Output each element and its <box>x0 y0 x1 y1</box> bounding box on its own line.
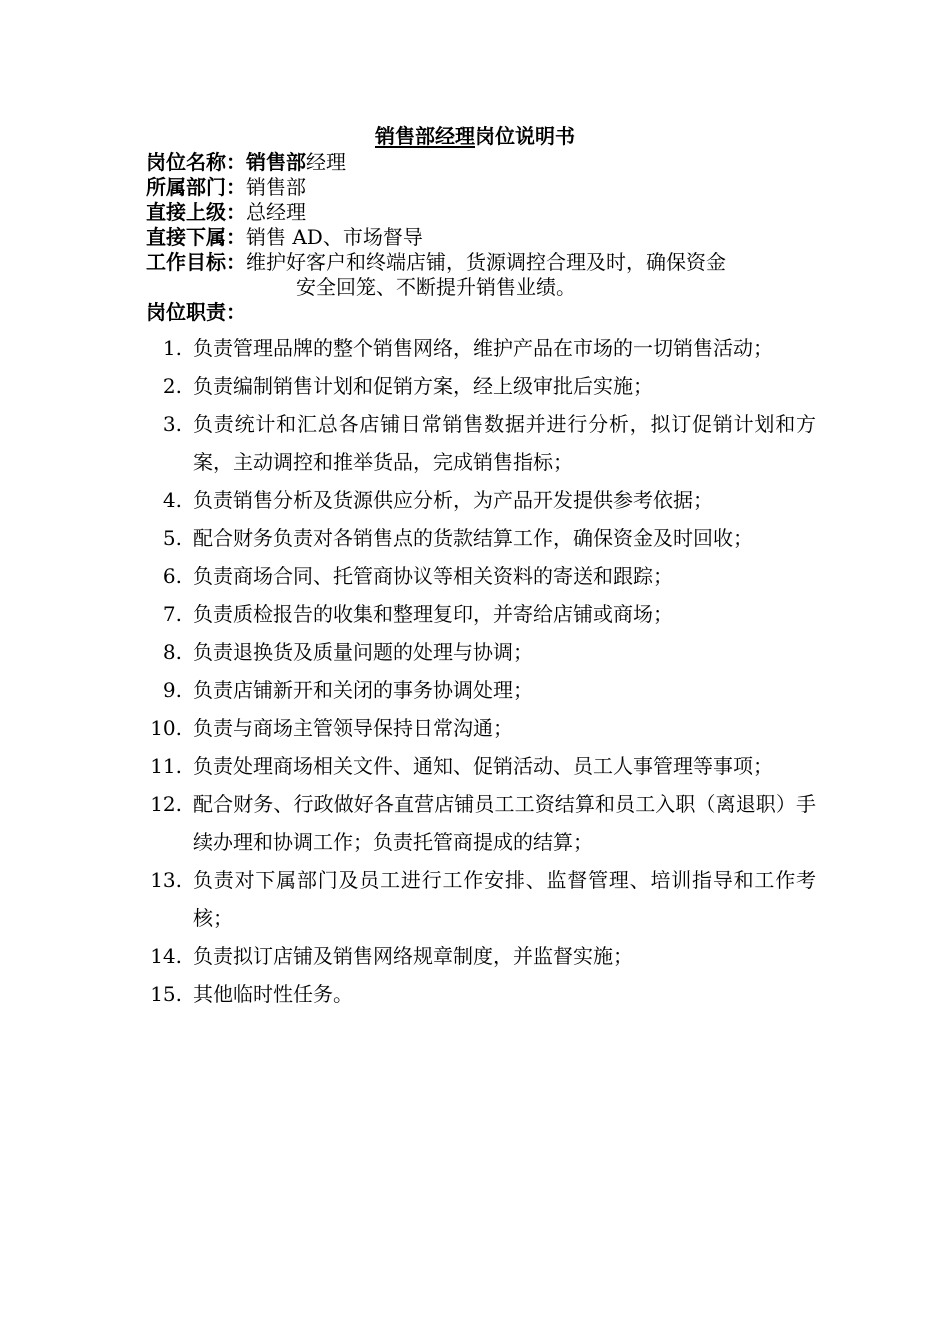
duty-number: 12. <box>150 792 182 816</box>
duty-item <box>146 709 816 747</box>
info-subordinate-label: 直接下属： <box>146 225 246 249</box>
duty-number: 15. <box>150 982 182 1006</box>
duty-item <box>146 329 816 367</box>
duty-text: 负责处理商场相关文件、通知、促销活动、员工人事管理等事项； <box>193 754 773 778</box>
document-title <box>0 122 950 150</box>
duties-list <box>146 329 816 1013</box>
duty-text: 负责商场合同、托管商协议等相关资料的寄送和跟踪； <box>193 564 673 588</box>
info-subordinate-value: 销售 AD、市场督导 <box>246 225 423 249</box>
info-department-value: 销售部 <box>246 175 306 199</box>
duty-item <box>146 747 816 785</box>
info-goal-line2: 安全回笼、不断提升销售业绩。 <box>296 275 576 299</box>
duty-item <box>146 481 816 519</box>
info-position <box>146 150 826 175</box>
duty-number: 4. <box>162 488 182 512</box>
info-superior <box>146 200 826 225</box>
info-goal-line1: 维护好客户和终端店铺，货源调控合理及时，确保资金 <box>246 250 726 274</box>
duty-item <box>146 861 816 937</box>
info-position-label: 岗位名称： <box>146 150 246 174</box>
duty-item <box>146 975 816 1013</box>
duty-text: 负责与商场主管领导保持日常沟通； <box>193 716 513 740</box>
duty-text: 负责管理品牌的整个销售网络，维护产品在市场的一切销售活动； <box>193 336 773 360</box>
duty-number: 6. <box>162 564 182 588</box>
duty-item <box>146 405 816 481</box>
info-position-value: 经理 <box>306 150 346 174</box>
duty-item <box>146 671 816 709</box>
info-position-value-bold: 销售部 <box>246 150 306 174</box>
title-rest: 岗位说明书 <box>475 124 575 148</box>
duty-number: 8. <box>162 640 182 664</box>
duty-item <box>146 367 816 405</box>
duty-number: 13. <box>150 868 182 892</box>
duties-label: 岗位职责： <box>146 300 246 324</box>
duty-text: 负责销售分析及货源供应分析，为产品开发提供参考依据； <box>193 488 713 512</box>
info-superior-label: 直接上级： <box>146 200 246 224</box>
duty-text: 负责店铺新开和关闭的事务协调处理； <box>193 678 533 702</box>
duty-item <box>146 595 816 633</box>
duty-number: 11. <box>150 754 182 778</box>
duty-text: 负责拟订店铺及销售网络规章制度，并监督实施； <box>193 944 633 968</box>
duty-number: 14. <box>150 944 182 968</box>
duty-text: 负责退换货及质量问题的处理与协调； <box>193 640 533 664</box>
info-goal <box>146 250 826 275</box>
duty-number: 9. <box>162 678 182 702</box>
duty-text: 负责对下属部门及员工进行工作安排、监督管理、培训指导和工作考核； <box>193 868 816 930</box>
duty-number: 1. <box>162 336 182 360</box>
duty-number: 2. <box>162 374 182 398</box>
duty-number: 7. <box>162 602 182 626</box>
duty-text: 其他临时性任务。 <box>193 982 353 1006</box>
duty-number: 5. <box>162 526 182 550</box>
info-department-label: 所属部门： <box>146 175 246 199</box>
duty-text: 配合财务负责对各销售点的货款结算工作，确保资金及时回收； <box>193 526 753 550</box>
duty-item <box>146 519 816 557</box>
info-goal-label: 工作目标： <box>146 250 246 274</box>
duty-number: 10. <box>150 716 182 740</box>
info-superior-value: 总经理 <box>246 200 306 224</box>
duty-item <box>146 557 816 595</box>
duty-number: 3. <box>162 412 182 436</box>
duty-text: 配合财务、行政做好各直营店铺员工工资结算和员工入职（离退职）手续办理和协调工作；负责托管商提成的结算； <box>193 792 816 854</box>
duty-item <box>146 785 816 861</box>
info-department <box>146 175 826 200</box>
title-underlined: 销售部经理 <box>375 124 475 148</box>
duty-text: 负责编制销售计划和促销方案，经上级审批后实施； <box>193 374 653 398</box>
info-subordinate <box>146 225 826 250</box>
duty-item <box>146 633 816 671</box>
duty-text: 负责统计和汇总各店铺日常销售数据并进行分析，拟订促销计划和方案，主动调控和推举货品，完成销售指标； <box>193 412 816 474</box>
duty-item <box>146 937 816 975</box>
duty-text: 负责质检报告的收集和整理复印，并寄给店铺或商场； <box>193 602 673 626</box>
